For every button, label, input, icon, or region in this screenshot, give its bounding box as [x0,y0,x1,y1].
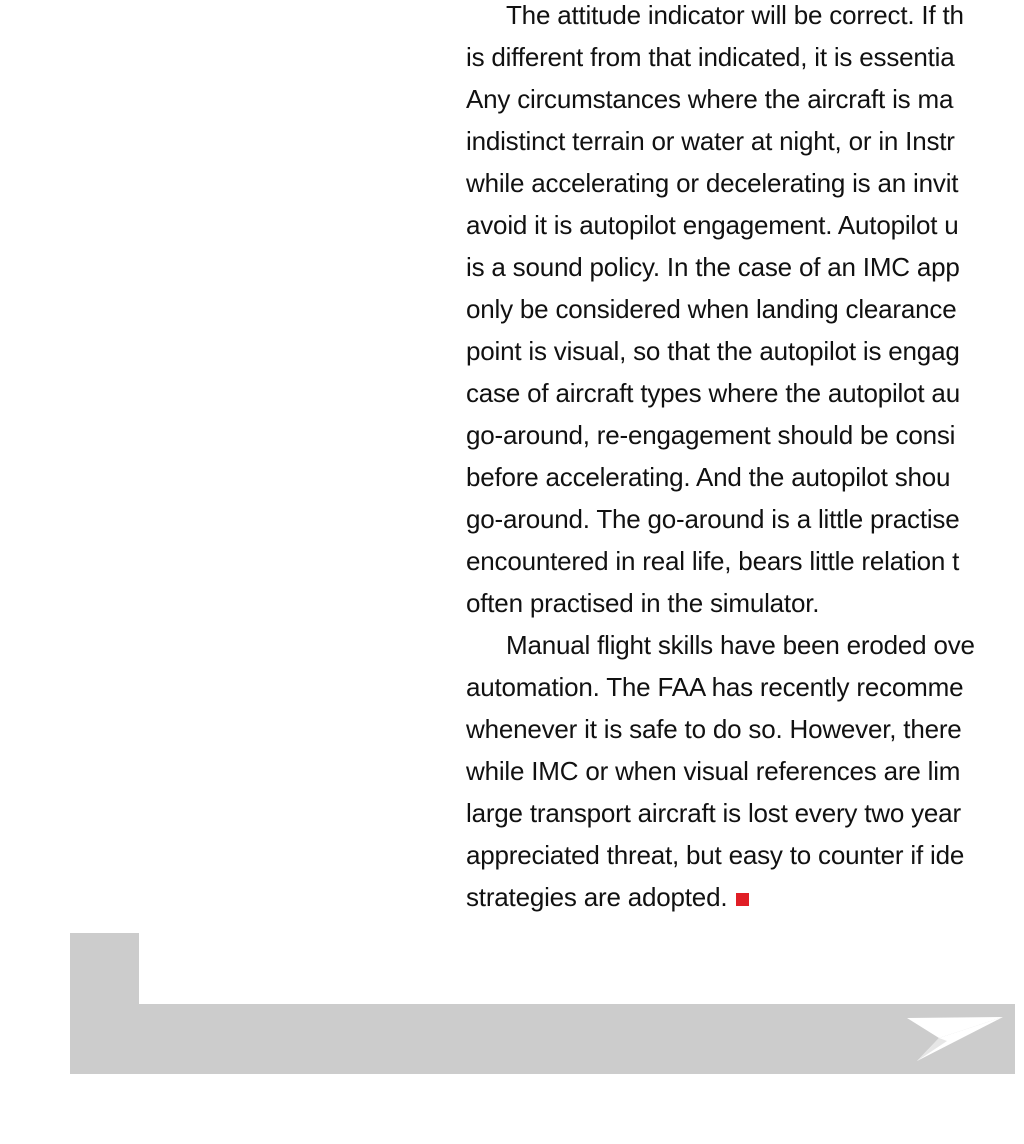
text-line: The attitude indicator will be correct. If th [506,0,964,30]
last-text-line [466,882,749,912]
text-line: encountered in real life, bears little relation t [466,546,960,576]
text-line: case of aircraft types where the autopilot au [466,378,960,408]
paper-plane-fold [917,1038,947,1061]
red-square-end-mark-icon [736,893,749,906]
text-line: automation. The FAA has recently recomme [466,672,964,702]
text-line: Any circumstances where the aircraft is ma [466,84,954,114]
footer-tab [70,933,139,1005]
text-line: before accelerating. And the autopilot shou [466,462,951,492]
text-line: indistinct terrain or water at night, or in Instr [466,126,955,156]
text-line: large transport aircraft is lost every two year [466,798,961,828]
text-line: only be considered when landing clearance [466,294,957,324]
text-line: is different from that indicated, it is essentia [466,42,955,72]
text-line: appreciated threat, but easy to counter if ide [466,840,965,870]
text-line: often practised in the simulator. [466,588,820,618]
text-line: point is visual, so that the autopilot is engag [466,336,960,366]
text-line: is a sound policy. In the case of an IMC app [466,252,960,282]
text-line: go-around, re-engagement should be consi [466,420,956,450]
text-line: whenever it is safe to do so. However, there [466,714,962,744]
text-line: while IMC or when visual references are lim [466,756,961,786]
paper-plane-icon [905,1015,1005,1063]
text-line: strategies are adopted. [466,882,728,912]
article-column [466,0,1024,920]
footer-band [70,1004,1015,1074]
text-line: go-around. The go-around is a little practise [466,504,960,534]
text-line: while accelerating or decelerating is an invit [466,168,959,198]
text-line: Manual flight skills have been eroded ove [506,630,975,660]
text-line: avoid it is autopilot engagement. Autopilot u [466,210,959,240]
